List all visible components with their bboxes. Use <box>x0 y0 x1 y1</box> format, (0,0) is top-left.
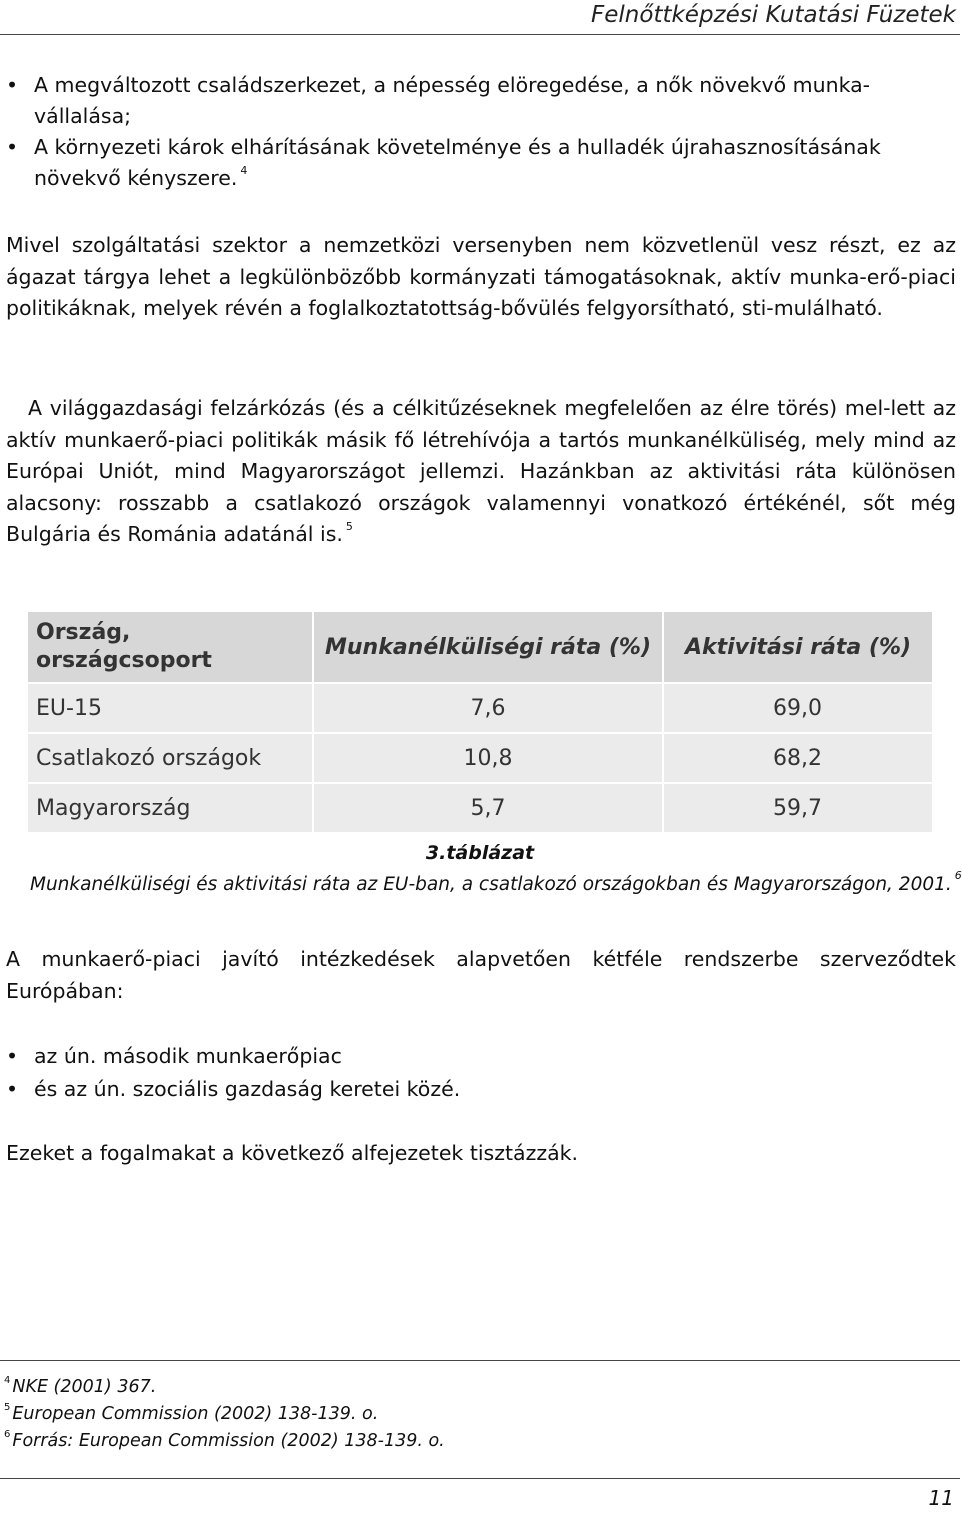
column-header: Ország, országcsoport <box>27 611 313 683</box>
page-number: 11 <box>928 1486 954 1510</box>
bullet-item: • az ún. második munkaerőpiac <box>6 1040 956 1073</box>
table-row <box>27 683 933 733</box>
table-cell-unemployment: 5,7 <box>313 783 663 833</box>
footnote <box>4 1428 445 1455</box>
bullet-item: • és az ún. szociális gazdaság keretei közé. <box>6 1073 956 1106</box>
column-header: Aktivitási ráta (%) <box>663 611 933 683</box>
paragraph: Ezeket a fogalmakat a következő alfejezetek tisztázzák. <box>6 1141 579 1165</box>
table-cell-unemployment: 7,6 <box>313 683 663 733</box>
footnote-rule <box>0 1360 960 1361</box>
paragraph-text: A világgazdasági felzárkózás (és a célkitűzéseknek megfelelően az élre törés) mel-lett az aktív munkaerő-piaci politikák másik fő létrehívója a tartós munkanélküliség, mely mind az Európai Uniót, mind Magyarországot jellemzi. Hazánkban az aktivitási ráta különösen alacsony: rosszabb a csatlakozó országok valamennyi vonatkozó értékénél, sőt még Bulgária és Románia adatánál is. <box>6 396 956 546</box>
bullet-list-bottom <box>6 1040 956 1106</box>
table-row <box>27 783 933 833</box>
footnote-text: NKE (2001) 367. <box>12 1377 157 1397</box>
paragraph: Mivel szolgáltatási szektor a nemzetközi versenyben nem közvetlenül vesz részt, ez az ágazat tárgya lehet a legkülönbözőbb kormányzati támogatásoknak, aktív munka-erő-piaci politikáknak, melyek révén a foglalkoztatottság-bővülés felgyorsítható, sti-mulálható. <box>6 233 956 320</box>
footnote-text: Forrás: European Commission (2002) 138-139. o. <box>12 1431 445 1451</box>
header-rule <box>0 34 960 35</box>
bullet-item <box>6 132 956 194</box>
column-header: Munkanélküliségi ráta (%) <box>313 611 663 683</box>
footnote-ref[interactable]: 5 <box>345 520 353 533</box>
table-cell-country: Magyarország <box>27 783 313 833</box>
footnote-number: 5 <box>4 1402 11 1413</box>
paragraph <box>6 393 956 551</box>
paragraph: A munkaerő-piaci javító intézkedések alapvetően kétféle rendszerbe szerveződtek Európában: <box>6 947 956 1003</box>
table-cell-activity: 59,7 <box>663 783 933 833</box>
table-cell-unemployment: 10,8 <box>313 733 663 783</box>
data-table <box>26 610 934 834</box>
table-caption-number: 3.táblázat <box>425 842 535 864</box>
bullet-item <box>6 70 956 132</box>
footnote-ref[interactable]: 4 <box>240 164 248 177</box>
page-number-rule <box>0 1478 960 1479</box>
table-cell-country: EU-15 <box>27 683 313 733</box>
table-cell-activity: 69,0 <box>663 683 933 733</box>
footnote-number: 4 <box>4 1375 11 1386</box>
footnote-number: 6 <box>4 1429 11 1440</box>
running-header: Felnőttképzési Kutatási Füzetek <box>591 2 956 28</box>
footnote <box>4 1374 445 1401</box>
footnote <box>4 1401 445 1428</box>
table-row <box>27 733 933 783</box>
table-cell-country: Csatlakozó országok <box>27 733 313 783</box>
footnotes <box>4 1374 445 1455</box>
table-caption-text: Munkanélküliségi és aktivitási ráta az EU-ban, a csatlakozó országokban és Magyarországon, 2001. <box>30 874 952 895</box>
bullet-list-top <box>6 70 956 194</box>
footnote-text: European Commission (2002) 138-139. o. <box>12 1404 379 1424</box>
table-caption <box>30 869 962 895</box>
bullet-text: A megváltozott családszerkezet, a népesség elöregedése, a nők növekvő munka-vállalása; <box>34 73 871 128</box>
table-cell-activity: 68,2 <box>663 733 933 783</box>
footnote-ref[interactable]: 6 <box>954 869 962 882</box>
bullet-text: A környezeti károk elhárításának követelménye és a hulladék újrahasznosításának növekvő kényszere. <box>34 135 881 190</box>
table-header-row <box>27 611 933 683</box>
